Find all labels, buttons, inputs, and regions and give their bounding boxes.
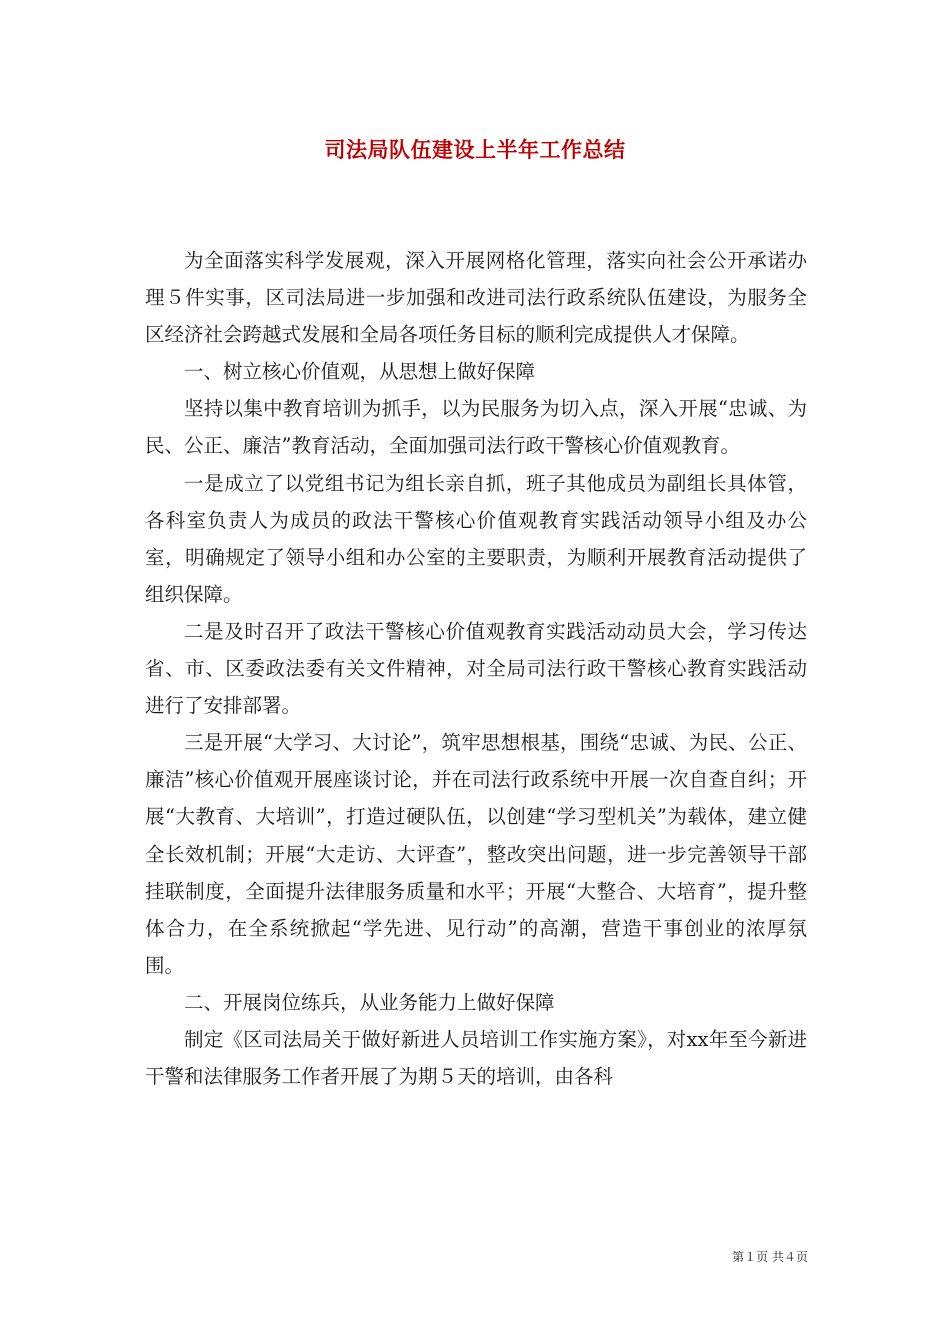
section-heading-1: 一、树立核心价值观，从思想上做好保障 [184, 360, 536, 384]
paragraph: 三是开展“大学习、大讨论”，筑牢思想根基，围绕“忠诚、为民、公正、廉洁”核心价值观开展座谈讨论，并在司法行政系统中开展一次自查自纠；开展“大教育、大培训”，打造过硬队伍，以创建“学习型机关”为载体，建立健全长效机制；开展“大走访、大评查”，整改突出问题，进一步完善领导干部挂联制度，全面提升法律服务质量和水平；开展“大整合、大培育”，提升整体合力，在全系统掀起“学先进、见行动”的高潮，营造干事创业的浓厚氛围。 [145, 731, 807, 977]
paragraph: 二是及时召开了政法干警核心价值观教育实践活动动员大会，学习传达省、市、区委政法委有关文件精神，对全局司法行政干警核心教育实践活动进行了安排部署。 [145, 619, 807, 718]
paragraph: 制定《区司法局关于做好新进人员培训工作实施方案》，对xx年至今新进干警和法律服务工作者开展了为期５天的培训，由各科 [145, 1027, 807, 1089]
paragraph: 坚持以集中教育培训为抓手，以为民服务为切入点，深入开展“忠诚、为民、公正、廉洁”教育活动，全面加强司法行政干警核心价值观教育。 [145, 397, 807, 458]
document-body [145, 242, 807, 1095]
section-heading-2: 二、开展岗位练兵，从业务能力上做好保障 [184, 990, 555, 1014]
document-title: 司法局队伍建设上半年工作总结 [324, 137, 626, 162]
paragraph-intro: 为全面落实科学发展观，深入开展网格化管理，落实向社会公开承诺办理５件实事，区司法局进一步加强和改进司法行政系统队伍建设，为服务全区经济社会跨越式发展和全局各项任务目标的顺利完成提供人才保障。 [145, 249, 807, 347]
page-number: 第１页 共４页 [732, 1250, 808, 1264]
paragraph: 一是成立了以党组书记为组长亲自抓，班子其他成员为副组长具体管，各科室负责人为成员的政法干警核心价值观教育实践活动领导小组及办公室，明确规定了领导小组和办公室的主要职责，为顺利开展教育活动提供了组织保障。 [145, 471, 807, 606]
